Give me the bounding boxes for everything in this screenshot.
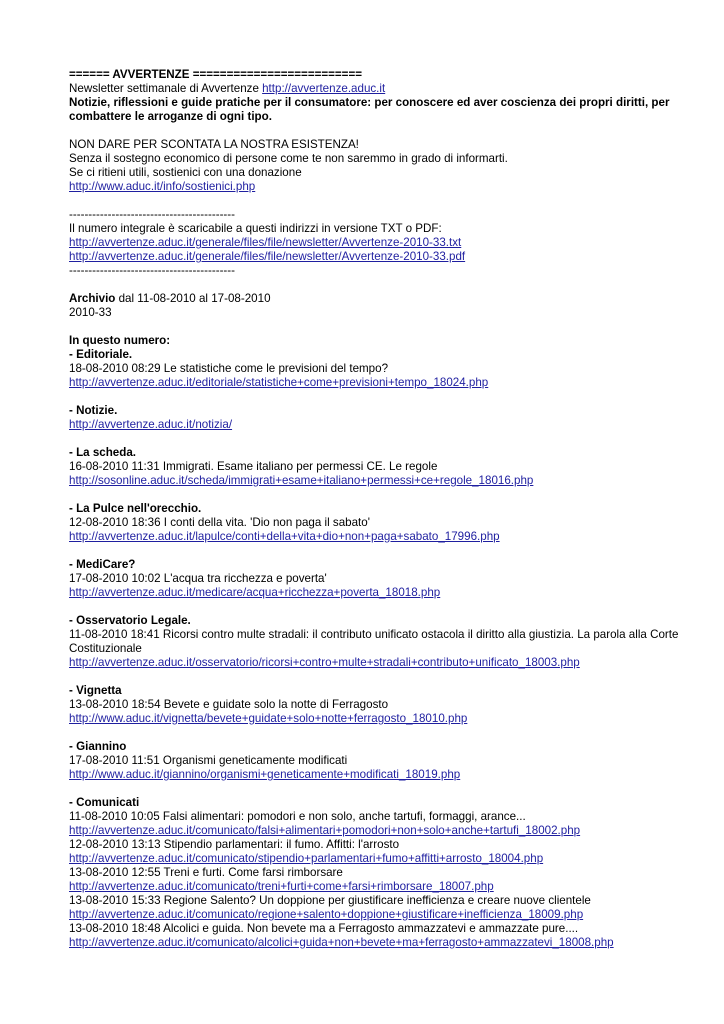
item-text: 18-08-2010 08:29 Le statistiche come le previsioni del tempo? [69, 362, 389, 375]
sections-list [69, 348, 694, 950]
section-title: - Osservatorio Legale. [69, 614, 191, 627]
support-block [69, 138, 694, 194]
section-title: - Editoriale. [69, 348, 133, 361]
item-text: 13-08-2010 18:48 Alcolici e guida. Non bevete ma a Ferragosto ammazzatevi e ammazzate pure.... [69, 922, 579, 935]
section-title: - Vignetta [69, 684, 122, 697]
newsletter-prefix: Newsletter settimanale di Avvertenze [69, 82, 263, 95]
item-link[interactable]: http://avvertenze.aduc.it/editoriale/statistiche+come+previsioni+tempo_18024.php [69, 376, 489, 389]
separator-top: ------------------------------------------- [69, 208, 236, 221]
download-pdf-link[interactable]: http://avvertenze.aduc.it/generale/files/file/newsletter/Avvertenze-2010-33.pdf [69, 250, 466, 263]
avvertenze-home-link[interactable]: http://avvertenze.aduc.it [262, 82, 386, 95]
item-link[interactable]: http://avvertenze.aduc.it/medicare/acqua+ricchezza+poverta_18018.php [69, 586, 441, 599]
section-title: - MediCare? [69, 558, 136, 571]
archive-line [69, 292, 694, 306]
archive-range: dal 11-08-2010 al 17-08-2010 [115, 292, 271, 305]
item-link[interactable]: http://avvertenze.aduc.it/notizia/ [69, 418, 233, 431]
item-text: 17-08-2010 10:02 L'acqua tra ricchezza e poverta' [69, 572, 327, 585]
newsletter-section [69, 348, 694, 390]
newsletter-section [69, 502, 694, 544]
item-link[interactable]: http://sosonline.aduc.it/scheda/immigrati+esame+italiano+permessi+ce+regole_18016.php [69, 474, 534, 487]
item-link[interactable]: http://avvertenze.aduc.it/comunicato/regione+salento+doppione+giustificare+inefficienza_18009.php [69, 908, 584, 921]
support-line-1: Senza il sostegno economico di persone come te non saremmo in grado di informarti. [69, 152, 508, 165]
item-link[interactable]: http://www.aduc.it/giannino/organismi+geneticamente+modificati_18019.php [69, 768, 461, 781]
support-heading: NON DARE PER SCONTATA LA NOSTRA ESISTENZA! [69, 138, 359, 151]
item-link[interactable]: http://avvertenze.aduc.it/comunicato/treni+furti+come+farsi+rimborsare_18007.php [69, 880, 494, 893]
newsletter-subtitle [69, 82, 694, 96]
section-title: - Comunicati [69, 796, 140, 809]
archive-label: Archivio [69, 292, 116, 305]
support-donation-link[interactable]: http://www.aduc.it/info/sostienici.php [69, 180, 256, 193]
item-text: 13-08-2010 18:54 Bevete e guidate solo la notte di Ferragosto [69, 698, 389, 711]
item-link[interactable]: http://avvertenze.aduc.it/comunicato/stipendio+parlamentari+fumo+affitti+arrosto_18004.php [69, 852, 544, 865]
newsletter-section [69, 684, 694, 726]
item-text: 12-08-2010 13:13 Stipendio parlamentari: il fumo. Affitti: l'arrosto [69, 838, 400, 851]
section-title: - La Pulce nell'orecchio. [69, 502, 202, 515]
item-link[interactable]: http://avvertenze.aduc.it/comunicato/falsi+alimentari+pomodori+non+solo+anche+tartufi_18002.php [69, 824, 581, 837]
support-line-2: Se ci ritieni utili, sostienici con una donazione [69, 166, 302, 179]
download-txt-link[interactable]: http://avvertenze.aduc.it/generale/files/file/newsletter/Avvertenze-2010-33.txt [69, 236, 462, 249]
header-block [69, 68, 694, 124]
item-text: 13-08-2010 15:33 Regione Salento? Un doppione per giustificare inefficienza e creare nuove clientele [69, 894, 591, 907]
download-intro: Il numero integrale è scaricabile a questi indirizzi in versione TXT o PDF: [69, 222, 442, 235]
newsletter-section [69, 796, 694, 950]
section-title: - Giannino [69, 740, 127, 753]
contents-heading: In questo numero: [69, 334, 171, 347]
newsletter-tagline: Notizie, riflessioni e guide pratiche per il consumatore: per conoscere ed aver coscienza dei propri diritti, per combattere le arroganze di ogni tipo. [69, 96, 670, 123]
contents-block [69, 334, 694, 950]
separator-bottom: ------------------------------------------- [69, 264, 236, 277]
newsletter-section [69, 740, 694, 782]
download-block [69, 208, 694, 278]
newsletter-title: ====== AVVERTENZE ========================= [69, 68, 362, 81]
section-title: - La scheda. [69, 446, 137, 459]
archive-block [69, 292, 694, 320]
item-text: 13-08-2010 12:55 Treni e furti. Come farsi rimborsare [69, 866, 343, 879]
item-text: 12-08-2010 18:36 I conti della vita. 'Dio non paga il sabato' [69, 516, 370, 529]
item-text: 11-08-2010 18:41 Ricorsi contro multe stradali: il contributo unificato ostacola il diritto alla giustizia. La parola alla Corte Costituzionale [69, 628, 679, 655]
archive-issue: 2010-33 [69, 306, 112, 319]
newsletter-section [69, 404, 694, 432]
newsletter-section [69, 558, 694, 600]
newsletter-section [69, 446, 694, 488]
item-text: 17-08-2010 11:51 Organismi geneticamente modificati [69, 754, 348, 767]
item-text: 16-08-2010 11:31 Immigrati. Esame italiano per permessi CE. Le regole [69, 460, 438, 473]
newsletter-section [69, 614, 694, 670]
item-link[interactable]: http://avvertenze.aduc.it/osservatorio/ricorsi+contro+multe+stradali+contributo+unificato_18003.php [69, 656, 580, 669]
item-text: 11-08-2010 10:05 Falsi alimentari: pomodori e non solo, anche tartufi, formaggi, arance... [69, 810, 526, 823]
item-link[interactable]: http://avvertenze.aduc.it/lapulce/conti+della+vita+dio+non+paga+sabato_17996.php [69, 530, 500, 543]
section-title: - Notizie. [69, 404, 118, 417]
item-link[interactable]: http://avvertenze.aduc.it/comunicato/alcolici+guida+non+bevete+ma+ferragosto+ammazzatevi_18008.php [69, 936, 614, 949]
item-link[interactable]: http://www.aduc.it/vignetta/bevete+guidate+solo+notte+ferragosto_18010.php [69, 712, 468, 725]
